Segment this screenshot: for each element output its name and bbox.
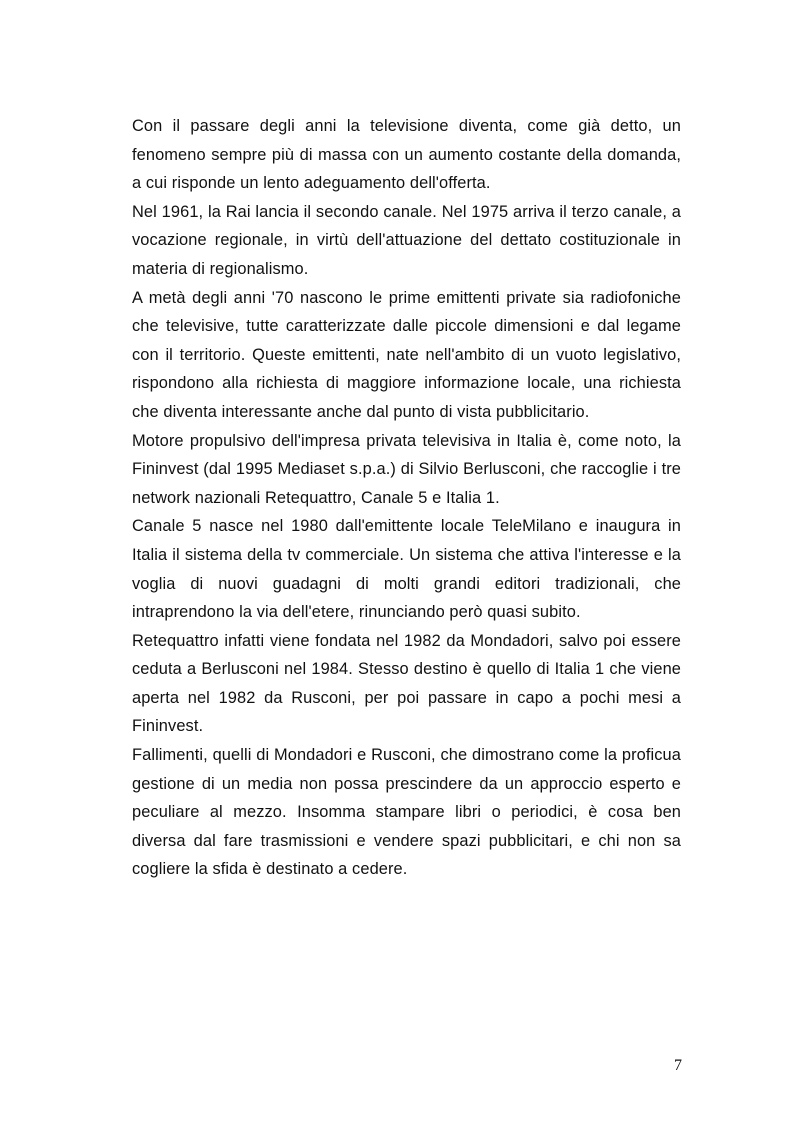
paragraph-2: Nel 1961, la Rai lancia il secondo canale. Nel 1975 arriva il terzo canale, a vocazione regionale, in virtù dell'attuazione del dettato costituzionale in materia di regionalismo. — [132, 202, 681, 278]
body-text — [132, 112, 681, 884]
page-number: 7 — [674, 1057, 682, 1074]
paragraph-5: Canale 5 nasce nel 1980 dall'emittente locale TeleMilano e inaugura in Italia il sistema della tv commerciale. Un sistema che attiva l'interesse e la voglia di nuovi guadagni di molti grandi editori tradizionali, che intraprendono la via dell'etere, rinunciando però quasi subito. — [132, 517, 681, 622]
paragraph-7: Fallimenti, quelli di Mondadori e Rusconi, che dimostrano come la proficua gestione di un media non possa prescindere da un approccio esperto e peculiare al mezzo. Insomma stampare libri o periodici, è cosa ben diversa dal fare trasmissioni e vendere spazi pubblicitari, e chi non sa cogliere la sfida è destinato a cedere. — [132, 746, 681, 879]
paragraph-3: A metà degli anni '70 nascono le prime emittenti private sia radiofoniche che televisive, tutte caratterizzate dalle piccole dimensioni e dal legame con il territorio. Queste emittenti, nate nell'ambito di un vuoto legislativo, rispondono alla richiesta di maggiore informazione locale, una richiesta che diventa interessante anche dal punto di vista pubblicitario. — [132, 288, 681, 421]
paragraph-4: Motore propulsivo dell'impresa privata televisiva in Italia è, come noto, la Fininvest (dal 1995 Mediaset s.p.a.) di Silvio Berlusconi, che raccoglie i tre network nazionali Retequattro, Canale 5 e Italia 1. — [132, 431, 681, 507]
paragraph-6: Retequattro infatti viene fondata nel 1982 da Mondadori, salvo poi essere ceduta a Berlusconi nel 1984. Stesso destino è quello di Italia 1 che viene aperta nel 1982 da Rusconi, per poi passare in capo a pochi mesi a Fininvest. — [132, 631, 681, 736]
paragraph-1: Con il passare degli anni la televisione diventa, come già detto, un fenomeno sempre più di massa con un aumento costante della domanda, a cui risponde un lento adeguamento dell'offerta. — [132, 117, 681, 193]
